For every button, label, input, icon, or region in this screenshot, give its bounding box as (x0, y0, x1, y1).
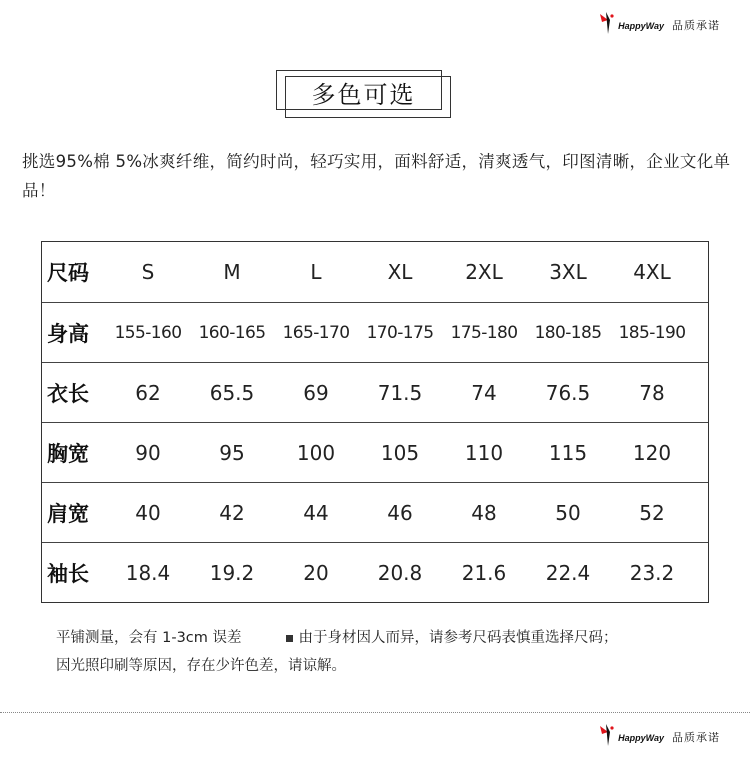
brand-slogan: 品质承诺 (672, 19, 720, 32)
table-cell: 115 (548, 440, 588, 465)
note-color-difference: 因光照印刷等原因，存在少许色差，请谅解。 (56, 658, 346, 674)
table-cell: 100 (296, 440, 336, 465)
square-bullet-icon (286, 635, 293, 642)
table-cell: 23.2 (629, 560, 675, 585)
table-cell: 180-185 (534, 322, 602, 343)
brand-footer (598, 720, 720, 750)
table-cell: 50 (555, 500, 581, 525)
brand-slogan: 品质承诺 (672, 731, 720, 744)
measurement-notes (56, 624, 618, 680)
table-cell: 20.8 (377, 560, 423, 585)
table-row (42, 302, 708, 362)
table-cell: 170-175 (366, 322, 434, 343)
table-cell: 120 (632, 440, 672, 465)
table-cell: 21.6 (461, 560, 507, 585)
table-cell: 76.5 (545, 380, 591, 405)
table-cell: 65.5 (209, 380, 255, 405)
notes-line (56, 624, 618, 652)
table-cell: 74 (471, 380, 497, 405)
table-row (42, 242, 708, 302)
table-cell: 185-190 (618, 322, 686, 343)
table-cell: 155-160 (114, 322, 182, 343)
table-cell: 20 (303, 560, 329, 585)
row-label: 袖长 (47, 561, 89, 586)
table-cell: 46 (387, 500, 413, 525)
table-cell: 52 (639, 500, 665, 525)
row-label: 尺码 (47, 261, 89, 285)
table-cell: 48 (471, 500, 497, 525)
notes-line (56, 652, 618, 680)
size-table (41, 241, 709, 603)
table-row (42, 362, 708, 422)
table-cell: 160-165 (198, 322, 266, 343)
table-cell: 18.4 (125, 560, 171, 585)
happyway-logo-icon (598, 10, 620, 36)
brand-name: HappyWay (618, 21, 664, 31)
table-cell: 69 (303, 380, 329, 405)
row-label: 身高 (47, 321, 89, 346)
table-cell: S (141, 260, 155, 284)
table-cell: 40 (135, 500, 161, 525)
note-size-advice: 由于身材因人而异，请参考尺码表慎重选择尺码； (298, 630, 618, 646)
table-cell: 2XL (465, 260, 503, 284)
row-label: 胸宽 (47, 441, 89, 466)
table-cell: 90 (135, 440, 161, 465)
table-cell: M (223, 260, 241, 284)
row-label: 衣长 (47, 381, 89, 406)
product-description: 挑选95%棉 5%冰爽纤维，简约时尚，轻巧实用，面料舒适，清爽透气，印图清晰，企业文化单品！ (22, 152, 731, 200)
table-cell: 62 (135, 380, 161, 405)
table-cell: 71.5 (377, 380, 423, 405)
table-row (42, 482, 708, 542)
table-cell: 110 (464, 440, 504, 465)
table-cell: 44 (303, 500, 329, 525)
row-label: 肩宽 (47, 501, 89, 526)
table-cell: XL (387, 260, 413, 284)
table-cell: 78 (639, 380, 665, 405)
table-cell: L (310, 260, 322, 284)
table-cell: 19.2 (209, 560, 255, 585)
page-title: 多色可选 (311, 80, 416, 109)
table-cell: 95 (219, 440, 245, 465)
table-cell: 105 (380, 440, 420, 465)
note-measure-error: 平铺测量，会有 1-3cm 误差 (56, 630, 242, 646)
table-row (42, 542, 708, 602)
brand-name: HappyWay (618, 733, 664, 743)
table-cell: 3XL (549, 260, 587, 284)
happyway-logo-icon (598, 722, 620, 748)
table-cell: 22.4 (545, 560, 591, 585)
dotted-divider (0, 712, 750, 713)
table-cell: 4XL (633, 260, 671, 284)
table-cell: 175-180 (450, 322, 518, 343)
table-row (42, 422, 708, 482)
table-cell: 42 (219, 500, 245, 525)
table-cell: 165-170 (282, 322, 350, 343)
brand-header (598, 8, 720, 38)
